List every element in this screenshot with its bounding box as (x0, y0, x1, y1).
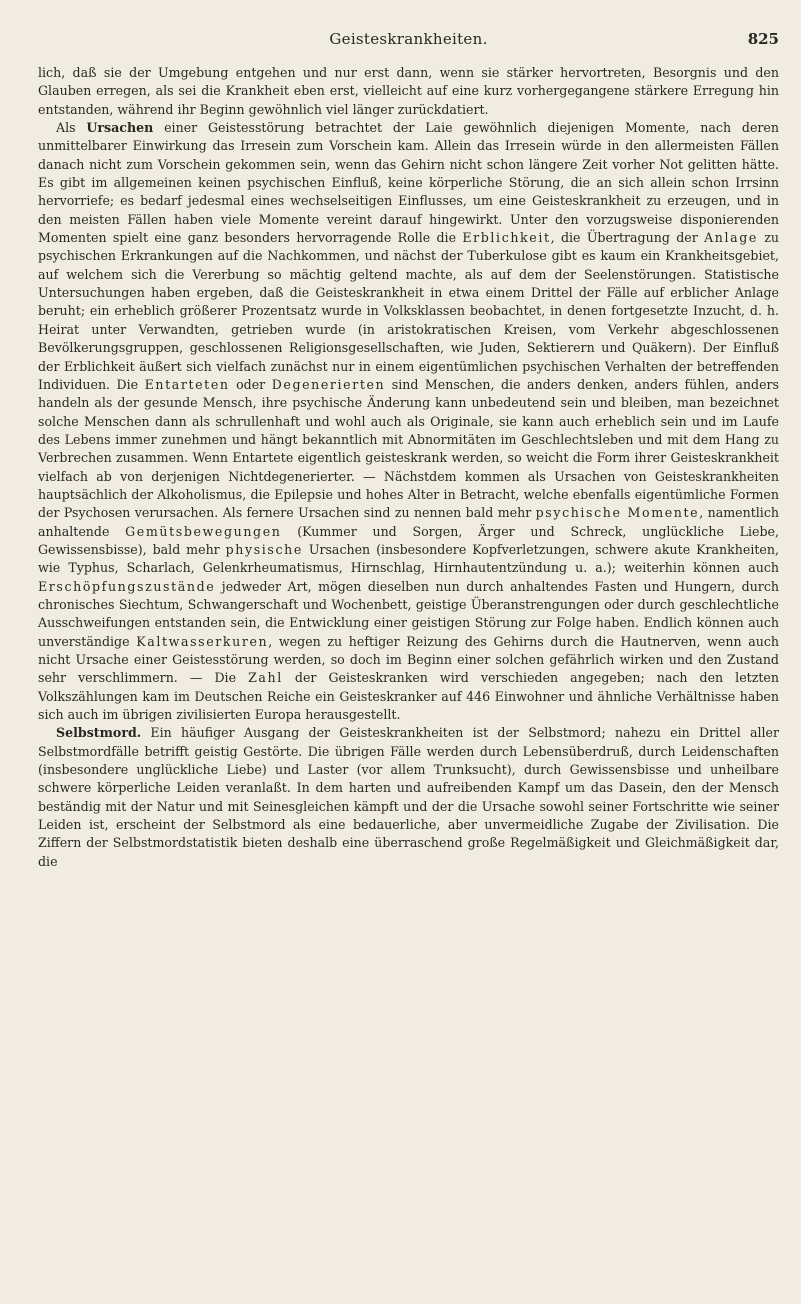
spaced-term-gemuetsbewegungen: Gemütsbewegungen (125, 523, 282, 539)
spaced-term-erschoepfungszustaende: Erschöpfungszustände (38, 578, 216, 594)
spaced-term-physische: physische (225, 541, 303, 557)
paragraph-text: Ein häufiger Ausgang der Geisteskrankheiten ist der Selbstmord; nahezu ein Drittel aller Selbstmordfälle betrifft geistig Gestörte. Die übrigen Fälle werden durch Lebensüberdruß, durch Leidenschaften (insbesondere unglückliche Liebe) und Laster (vor allem Trunksucht), durch Gewissensbisse und unheilbare schwere körperliche Leiden veranlaßt. In dem harten und aufreibenden Kampf um das Dasein, den der Mensch beständig mit der Natur und mit Seinesgleichen kämpft und der die Ursache sowohl seiner Fortschritte wie seiner Leiden ist, erscheint der Selbstmord als eine bedauerliche, aber unvermeidliche Zugabe der Zivilisation. Die Ziffern der Selbstmordstatistik bieten deshalb eine überraschend große Regelmäßigkeit und Gleichmäßigkeit dar, die (38, 725, 779, 869)
running-head-title: Geisteskrankheiten. (329, 30, 488, 48)
paragraph-continuation (38, 64, 779, 119)
spaced-term-degenerierten: Degenerierten (271, 376, 386, 392)
paragraph-causes: Als Ursachen einer Geistesstörung betrachtet der Laie gewöhnlich diejenigen Momente, nach deren unmittelbarer Einwirkung das Irresein zum Vorschein kam. Allein das Irresein würde in den allermeisten Fällen danach nicht zum Vorschein gekommen sein, wenn das Gehirn nicht schon längere Zeit vorher Not gelitten hätte. Es gibt im allgemeinen keinen psychischen Einfluß, keine körperliche Störung, die an sich allein schon Irrsinn hervorriefe; es bedarf jedesmal eines wechselseitigen Einflusses, um eine Geisteskrankheit zu erzeugen, und in den meisten Fällen haben viele Momente vereint darauf hingewirkt. Unter den vorzugsweise disponierenden Momenten spielt eine ganz besonders hervorragende Rolle die Erblichkeit, die Übertragung der Anlage zu psychischen Erkrankungen auf die Nachkommen, und nächst der Tuberkulose gibt es kaum ein Krankheitsgebiet, auf welchem sich die Vererbung so mächtig geltend machte, als auf dem der Seelenstörungen. Statistische Untersuchungen haben ergeben, daß die Geisteskrankheit in etwa einem Drittel der Fälle auf erblicher Anlage beruht; ein erheblich größerer Prozentsatz wurde in Volksklassen beobachtet, in denen fortgesetzte Inzucht, d. h. Heirat unter Verwandten, getrieben wurde (in aristokratischen Kreisen, vom Verkehr abgeschlossenen Bevölkerungsgruppen, geschlossenen Religionsgesellschaften, wie Juden, Sektierern und Quäkern). Der Einfluß der Erblichkeit äußert sich vielfach zunächst nur in einem eigentümlichen psychischen Verhalten der betreffenden Individuen. Die Entarteten oder Degenerierten sind Menschen, die anders denken, anders fühlen, anders handeln als der gesunde Mensch, ihre psychische Änderung kann unbedeutend sein und bleiben, man bezeichnet solche Menschen dann als schrullenhaft und wohl auch als Originale, sie kann auch erheblich sein und im Laufe des Lebens immer zunehmen und hängt bekanntlich mit Abnormitäten im Geschlechtsleben und mit dem Hang zu Verbrechen zusammen. Wenn Entartete eigentlich geisteskrank werden, so weicht die Form ihrer Geisteskrankheit vielfach ab von derjenigen Nichtdegenerierter. — Nächstdem kommen als Ursachen von Geisteskrankheiten hauptsächlich der Alkoholismus, die Epilepsie und hohes Alter in Betracht, welche ebenfalls eigentümliche Formen der Psychosen verursachen. Als fernere Ursachen sind zu nennen bald mehr psychische Momente, namentlich anhaltende Gemütsbewegungen (Kummer und Sorgen, Ärger und Schreck, unglückliche Liebe, Gewissensbisse), bald mehr physische Ursachen (insbesondere Kopfverletzungen, schwere akute Krankheiten, wie Typhus, Scharlach, Gelenkrheumatismus, Hirnschlag, Hirnhautentzündung u. a.); weiterhin können auch Erschöpfungszustände jedweder Art, mögen dieselben nun durch anhaltendes Fasten und Hungern, durch chronisches Siechtum, Schwangerschaft und Wochenbett, geistige Überanstrengungen oder durch geschlechtliche Ausschweifungen entstanden sein, die Entwicklung einer geistigen Störung zur Folge haben. Endlich können auch unverständige Kaltwasserkuren, wegen zu heftiger Reizung des Gehirns durch die Hautnerven, wenn auch nicht Ursache einer Geistesstörung werden, so doch im Beginn einer solchen gefährlich wirken und den Zustand sehr verschlimmern. — Die Zahl der Geisteskranken wird verschieden angegeben; nach den letzten Volkszählungen kam im Deutschen Reiche ein Geisteskranker auf 446 Einwohner und ähnliche Verhältnisse haben sich auch im übrigen zivilisierten Europa herausgestellt. (38, 120, 780, 723)
paragraph-suicide (38, 724, 779, 871)
body-text (38, 64, 779, 871)
spaced-term-zahl: Zahl (248, 670, 283, 686)
spaced-term-anlage: Anlage (704, 230, 758, 246)
paragraph-text: lich, daß sie der Umgebung entgehen und nur erst dann, wenn sie stärker hervortreten, Besorgnis und den Glauben erregen, als sei die Krankheit eben erst, vielleicht auf eine kurz vorhergegangene stärkere Erregung hin entstanden, während ihr Beginn gewöhnlich viel länger zurückdatiert. (38, 65, 779, 117)
spaced-term-entarteten: Entarteten (144, 376, 230, 392)
page-number: 825 (747, 30, 779, 48)
keyword-ursachen: Ursachen (86, 120, 154, 136)
spaced-term-kaltwasserkuren: Kaltwasserkuren (136, 633, 269, 649)
spaced-term-psychische-momente: psychische Momente (535, 505, 700, 521)
keyword-selbstmord: Selbstmord. (56, 725, 142, 741)
running-head (38, 30, 779, 54)
spaced-term-erblichkeit: Erblichkeit (462, 230, 551, 246)
